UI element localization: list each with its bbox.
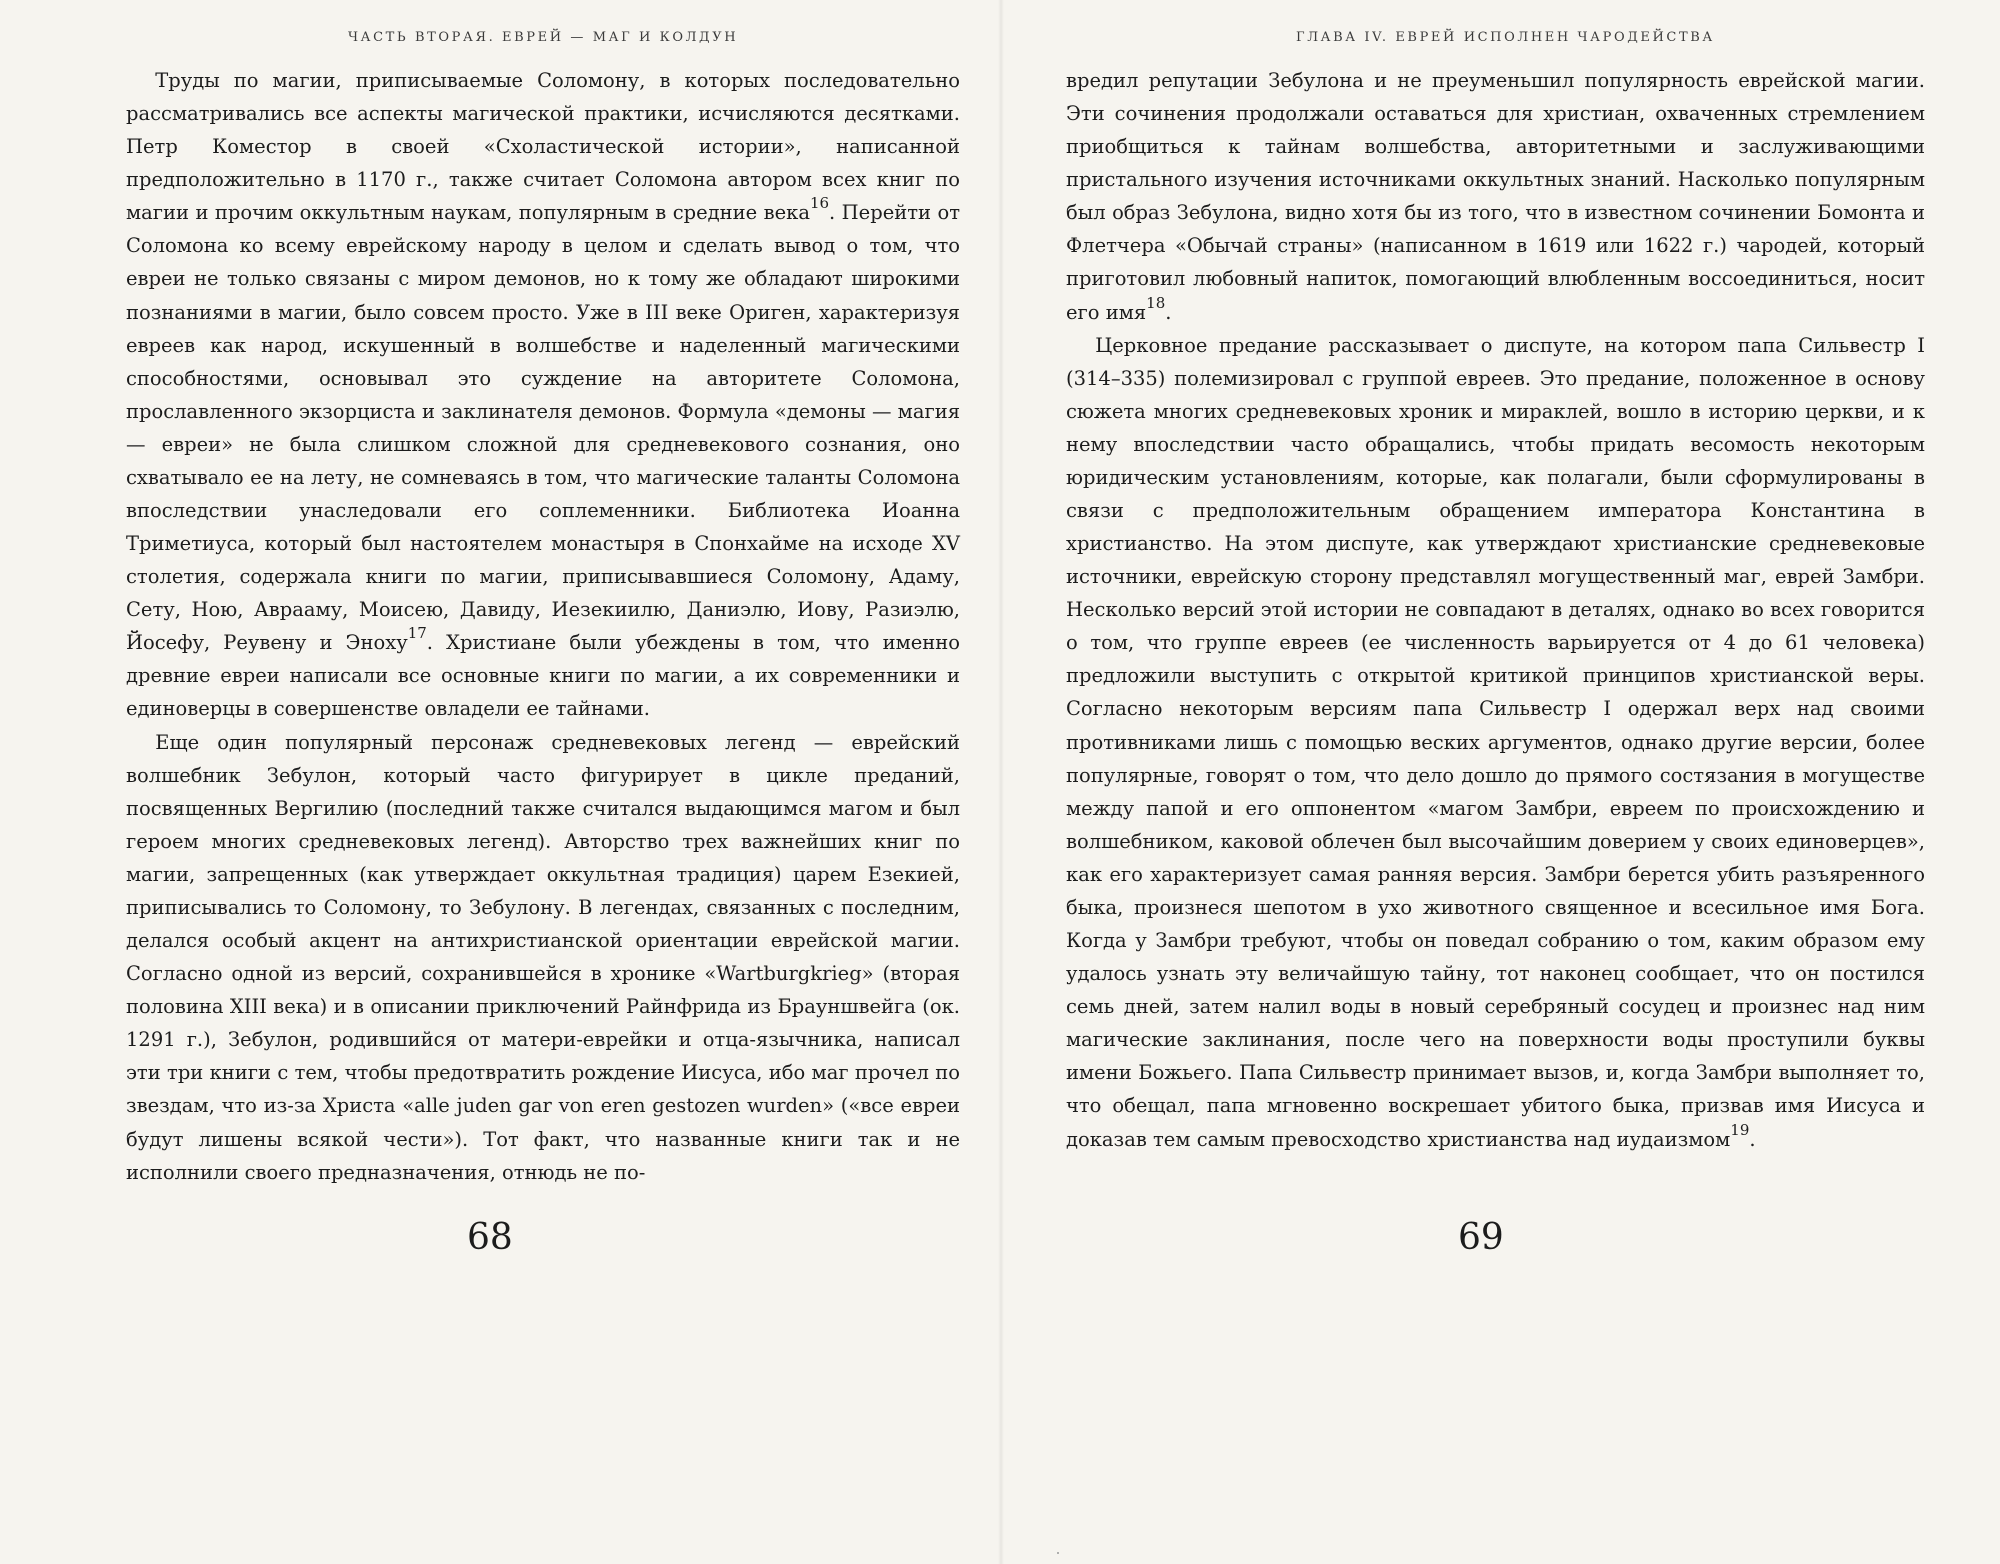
right-page bbox=[1004, 0, 2000, 1564]
right-paragraph-1-text-end: . bbox=[1165, 300, 1172, 324]
right-paragraph-2-text-end: . bbox=[1749, 1127, 1756, 1151]
left-running-head: ЧАСТЬ ВТОРАЯ. ЕВРЕЙ — МАГ И КОЛДУН bbox=[348, 30, 739, 45]
left-paragraph-1-text-cont: . Перейти от Соломона ко всему еврейскому народу в целом и сделать вывод о том, что евреи не только связаны с миром демонов, но к тому же обладают широкими познаниями в магии, было совсем просто. Уже в III веке Ориген, характеризуя евреев как народ, искушенный в волшебстве и наделенный магическими способностями, основывал это суждение на авторитете Соломона, прославленного экзорциста и заклинателя демонов. Формула «демоны — магия — евреи» не была слишком сложной для средневекового сознания, оно схватывало ее на лету, не сомневаясь в том, что магические таланты Соломона впоследствии унаследовали его соплеменники. Библиотека Иоанна Триметиуса, который был настоятелем монастыря в Спонхайме на исходе XV столетия, содержала книги по магии, приписывавшиеся Соломону, Адаму, Сету, Ною, Аврааму, Моисею, Давиду, Иезекиилю, Даниэлю, Иову, Разиэлю, Йосефу, Реувену и Эноху bbox=[126, 201, 960, 655]
left-paragraph-1 bbox=[126, 64, 960, 726]
footnote-ref-18[interactable]: 18 bbox=[1146, 293, 1166, 312]
left-page-number: 68 bbox=[467, 1217, 513, 1258]
footnote-ref-19[interactable]: 19 bbox=[1730, 1120, 1750, 1139]
paper-speck bbox=[1057, 1552, 1059, 1554]
right-paragraph-1-text: вредил репутации Зебулона и не преуменьшил популярность еврейской магии. Эти сочинения продолжали оставаться для христиан, охваченных стремлением приобщиться к тайнам волшебства, авторитетными и заслуживающими пристального изучения источниками оккультных знаний. Насколько популярным был образ Зебулона, видно хотя бы из того, что в известном сочинении Бомонта и Флетчера «Обычай страны» (написанном в 1619 или 1622 г.) чародей, который приготовил любовный напиток, помогающий влюбленным воссоединиться, носит его имя bbox=[1066, 69, 1925, 324]
right-running-head: ГЛАВА IV. ЕВРЕЙ ИСПОЛНЕН ЧАРОДЕЙСТВА bbox=[1296, 30, 1715, 45]
left-paragraph-1-text: Труды по магии, приписываемые Соломону, в которых последовательно рассматривались все аспекты магической практики, исчисляются десятками. Петр Коместор в своей «Схоластической истории», написанной предположительно в 1170 г., также считает Соломона автором всех книг по магии и прочим оккультным наукам, популярным в средние века bbox=[126, 69, 960, 225]
footnote-ref-17[interactable]: 17 bbox=[407, 624, 427, 643]
right-paragraph-2 bbox=[1066, 329, 1925, 1156]
left-body-text bbox=[126, 64, 960, 1189]
right-page-number: 69 bbox=[1458, 1217, 1504, 1258]
footnote-ref-16[interactable]: 16 bbox=[809, 194, 830, 213]
right-body-text bbox=[1066, 64, 1925, 1156]
left-paragraph-1-text-end: . Христиане были убеждены в том, что именно древние евреи написали все основные книги по магии, а их современники и единоверцы в совершенстве овладели ее тайнами. bbox=[126, 631, 961, 721]
right-paragraph-2-text: Церковное предание рассказывает о диспуте, на котором папа Сильвестр I (314–335) полемизировал с группой евреев. Это предание, положенное в основу сюжета многих средневековых хроник и мираклей, вошло в историю церкви, и к нему впоследствии часто обращались, чтобы придать весомость некоторым юридическим установлениям, которые, как полагали, были сформулированы в связи с предположительным обращением императора Константина в христианство. На этом диспуте, как утверждают христианские средневековые источники, еврейскую сторону представлял могущественный маг, еврей Замбри. Несколько версий этой истории не совпадают в деталях, однако во всех говорится о том, что группе евреев (ее численность варьируется от 4 до 61 человека) предложили выступить с открытой критикой принципов христианской веры. Согласно некоторым версиям папа Сильвестр I одержал верх над своими противниками лишь с помощью веских аргументов, однако другие версии, более популярные, говорят о том, что дело дошло до прямого состязания в могуществе между папой и его оппонентом «магом Замбри, евреем по происхождению и волшебником, каковой облечен был высочайшим доверием у своих единоверцев», как его характеризует самая ранняя версия. Замбри берется убить разъяренного быка, произнеся шепотом в ухо животного священное и всесильное имя Бога. Когда у Замбри требуют, чтобы он поведал собранию о том, каким образом ему удалось узнать эту величайшую тайну, тот наконец сообщает, что он постился семь дней, затем налил воды в новый серебряный сосудец и произнес над ним магические заклинания, после чего на поверхности воды проступили буквы имени Божьего. Папа Сильвестр принимает вызов, и, когда Замбри выполняет то, что обещал, папа мгновенно воскрешает убитого быка, призвав имя Иисуса и доказав тем самым превосходство христианства над иудаизмом bbox=[1066, 333, 1925, 1151]
left-paragraph-2: Еще один популярный персонаж средневековых легенд — еврейский волшебник Зебулон, который часто фигурирует в цикле преданий, посвященных Вергилию (последний также считался выдающимся магом и был героем многих средневековых легенд). Авторство трех важнейших книг по магии, запрещенных (как утверждает оккультная традиция) царем Езекией, приписывались то Соломону, то Зебулону. В легендах, связанных с последним, делался особый акцент на антихристианской ориентации еврейской магии. Согласно одной из версий, сохранившейся в хронике «Wartburgkrieg» (вторая половина XIII века) и в описании приключений Райнфрида из Брауншвейга (ок. 1291 г.), Зебулон, родившийся от матери-еврейки и отца-язычника, написал эти три книги с тем, чтобы предотвратить рождение Иисуса, ибо маг прочел по звездам, что из-за Христа «alle juden gar von eren gestozen wurden» («все евреи будут лишены всякой чести»). Тот факт, что названные книги так и не исполнили своего предназначения, отнюдь не по- bbox=[126, 730, 960, 1184]
left-page bbox=[0, 0, 998, 1564]
right-paragraph-1 bbox=[1066, 64, 1925, 329]
